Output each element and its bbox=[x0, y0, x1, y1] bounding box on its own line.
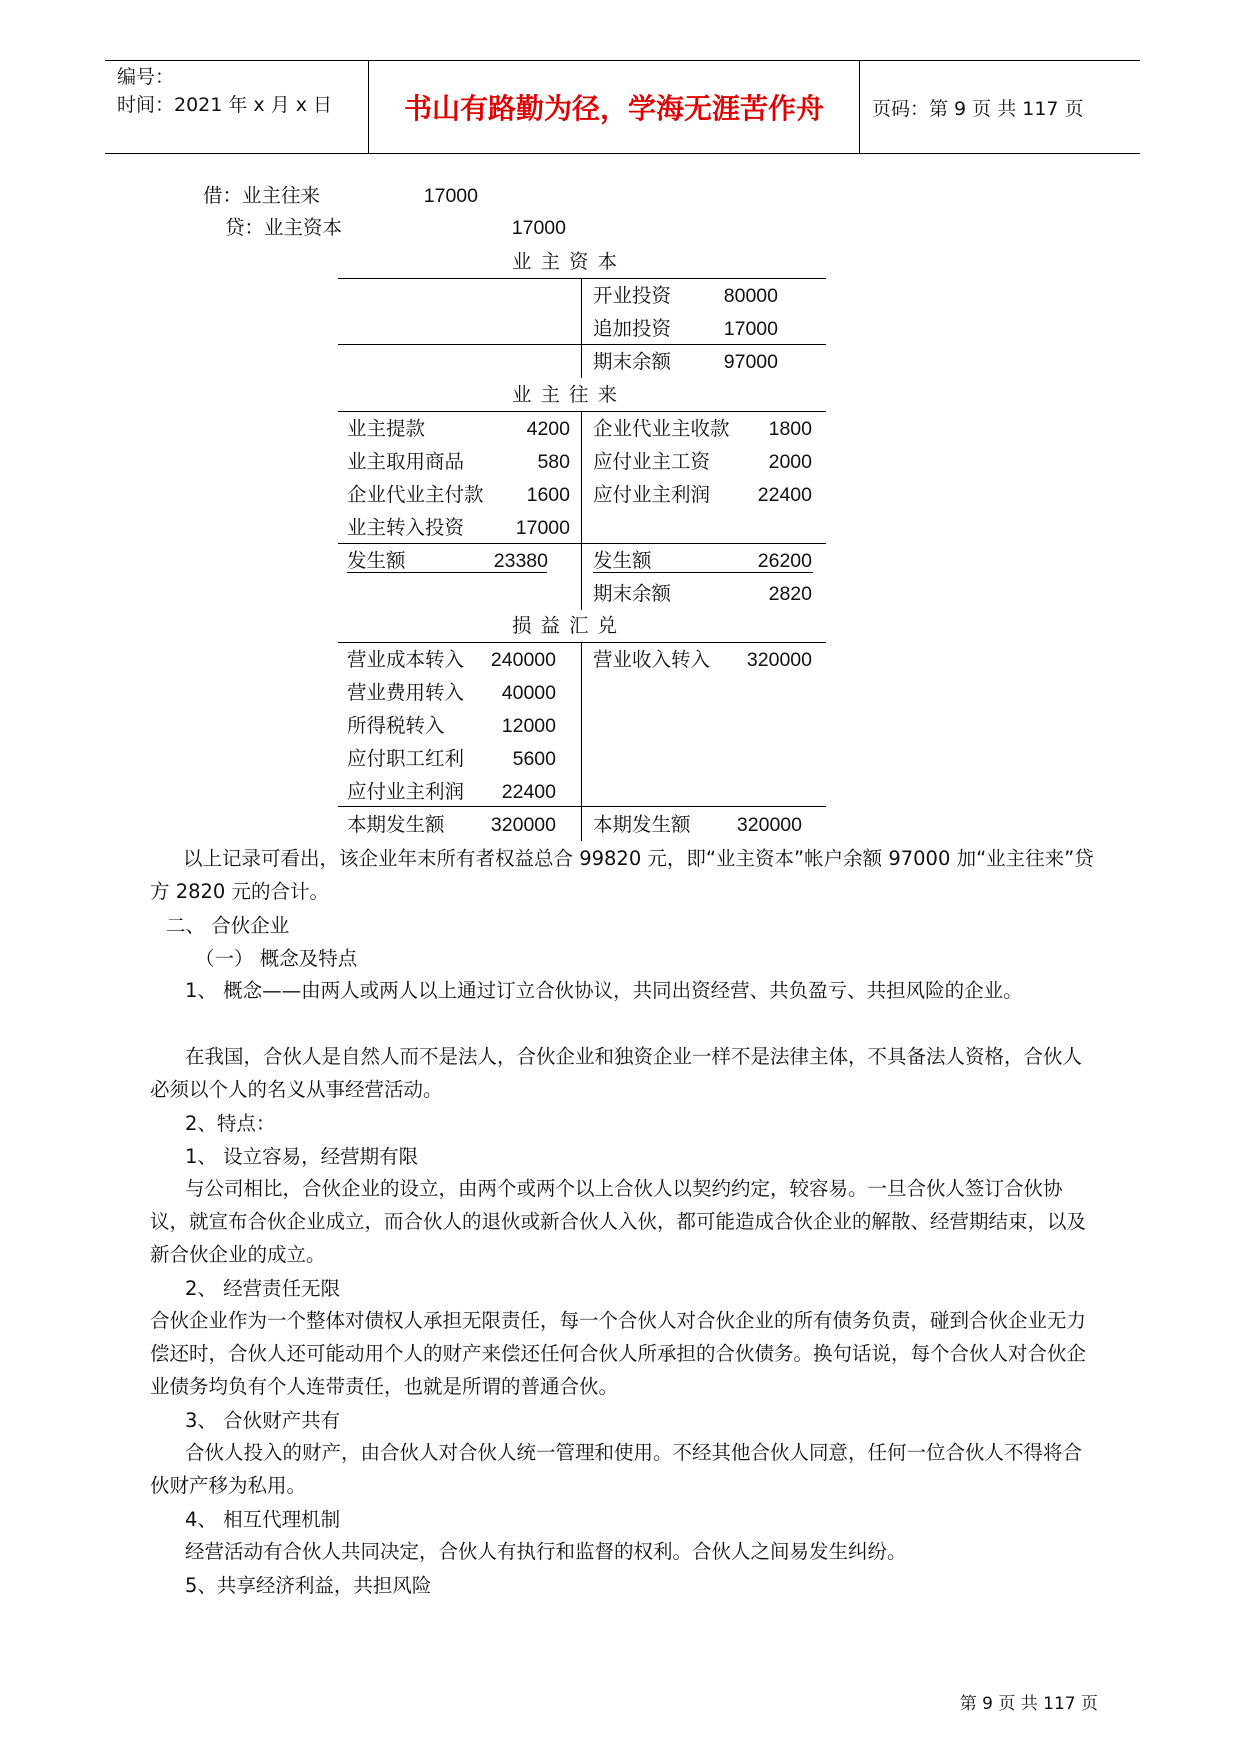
t3-left-amount: 5600 bbox=[512, 748, 556, 770]
t2-right-label: 应付业主利润 bbox=[593, 483, 711, 506]
t1-divider bbox=[581, 279, 582, 378]
t3-left-amount: 40000 bbox=[501, 682, 556, 704]
t1-balance-label: 期末余额 bbox=[593, 350, 672, 373]
t3-right-total-label: 本期发生额 bbox=[593, 813, 691, 836]
t3-divider bbox=[581, 643, 582, 841]
t3-left-total-label: 本期发生额 bbox=[347, 813, 445, 836]
t1-right-amount: 80000 bbox=[723, 285, 778, 307]
t2-right-label: 企业代业主收款 bbox=[593, 417, 730, 440]
features-heading: 2、特点： bbox=[185, 1112, 276, 1135]
t1-balance-amount: 97000 bbox=[723, 351, 778, 373]
header-number: 编号： bbox=[117, 66, 175, 88]
t2-left-total-amount: 23380 bbox=[493, 550, 548, 572]
t3-left-label: 应付业主利润 bbox=[347, 780, 465, 803]
t3-left-label: 营业费用转入 bbox=[347, 681, 465, 704]
t3-title: 损益汇兑 bbox=[512, 614, 627, 637]
t3-left-amount: 22400 bbox=[501, 781, 556, 803]
t2-right-total-label: 发生额 bbox=[593, 549, 652, 572]
t3-total-rule bbox=[338, 806, 826, 807]
t2-left-amount: 1600 bbox=[526, 484, 570, 506]
feature-5-title: 5、共享经济利益，共担风险 bbox=[185, 1574, 432, 1597]
section-heading: 二、 合伙企业 bbox=[166, 914, 290, 937]
summary-paragraph: 以上记录可看出，该企业年末所有者权益总合 99820 元，即“业主资本”帐户余额 97000 加“业主往来”贷方 2820 元的合计。 bbox=[150, 847, 1094, 903]
t2-title: 业主往来 bbox=[512, 383, 627, 406]
t2-right-total-underline bbox=[593, 572, 813, 573]
t2-divider bbox=[581, 412, 582, 610]
t2-right-total-amount: 26200 bbox=[757, 550, 812, 572]
entry-debit: 借：业主往来 bbox=[203, 184, 321, 207]
t1-top-rule bbox=[338, 278, 826, 279]
feature-4-title: 4、 相互代理机制 bbox=[185, 1508, 341, 1531]
t2-left-amount: 17000 bbox=[515, 517, 570, 539]
page-header bbox=[105, 60, 1140, 154]
t1-right-label: 开业投资 bbox=[593, 284, 672, 307]
t3-left-label: 所得税转入 bbox=[347, 714, 445, 737]
t3-left-total-amount: 320000 bbox=[490, 814, 556, 836]
t2-left-amount: 4200 bbox=[526, 418, 570, 440]
t3-top-rule bbox=[338, 642, 826, 643]
t2-balance-label: 期末余额 bbox=[593, 582, 672, 605]
t1-right-amount: 17000 bbox=[723, 318, 778, 340]
t2-right-amount: 1800 bbox=[768, 418, 812, 440]
feature-3-text: 合伙人投入的财产，由合伙人对合伙人统一管理和使用。不经其他合伙人同意，任何一位合伙人不得将合伙财产移为私用。 bbox=[150, 1441, 1083, 1497]
t3-left-amount: 12000 bbox=[501, 715, 556, 737]
entry-debit-amount: 17000 bbox=[423, 185, 478, 207]
t1-right-label: 追加投资 bbox=[593, 317, 672, 340]
t2-total-rule bbox=[338, 543, 826, 544]
t2-right-amount: 2000 bbox=[768, 451, 812, 473]
feature-2-text: 合伙企业作为一个整体对债权人承担无限责任，每一个合伙人对合伙企业的所有债务负责，碰到合伙企业无力偿还时，合伙人还可能动用个人的财产来偿还任何合伙人所承担的合伙债务。换句话说，每个合伙人对合伙企业债务均负有个人连带责任，也就是所谓的普通合伙。 bbox=[150, 1309, 1087, 1398]
t3-right-amount: 320000 bbox=[746, 649, 812, 671]
page-footer: 第 9 页 共 117 页 bbox=[959, 1694, 1098, 1714]
t2-left-total-label: 发生额 bbox=[347, 549, 406, 572]
header-page-info: 页码：第 9 页 共 117 页 bbox=[872, 97, 1084, 120]
t1-title: 业主资本 bbox=[512, 250, 627, 273]
entry-credit-amount: 17000 bbox=[511, 217, 566, 239]
feature-4-text: 经营活动有合伙人共同决定，合伙人有执行和监督的权利。合伙人之间易发生纠纷。 bbox=[185, 1540, 907, 1563]
concept-paragraph: 1、 概念——由两人或两人以上通过订立合伙协议，共同出资经营、共负盈亏、共担风险的企业。 bbox=[185, 979, 1023, 1002]
t2-left-label: 业主提款 bbox=[347, 417, 426, 440]
t2-left-label: 业主转入投资 bbox=[347, 516, 465, 539]
header-time: 时间：2021 年 x 月 x 日 bbox=[117, 94, 333, 116]
t3-left-label: 应付职工红利 bbox=[347, 747, 465, 770]
t2-left-label: 企业代业主付款 bbox=[347, 483, 484, 506]
concept-note-paragraph: 在我国，合伙人是自然人而不是法人，合伙企业和独资企业一样不是法律主体，不具备法人资格，合伙人必须以个人的名义从事经营活动。 bbox=[150, 1045, 1083, 1101]
t3-right-label: 营业收入转入 bbox=[593, 648, 711, 671]
t2-left-label: 业主取用商品 bbox=[347, 450, 465, 473]
subsection-heading: （一） 概念及特点 bbox=[195, 947, 358, 970]
feature-2-title: 2、 经营责任无限 bbox=[185, 1277, 341, 1300]
header-meta bbox=[117, 61, 367, 155]
t3-left-label: 营业成本转入 bbox=[347, 648, 465, 671]
t2-right-label: 应付业主工资 bbox=[593, 450, 711, 473]
entry-credit: 贷：业主资本 bbox=[225, 216, 343, 239]
feature-1-title: 1、 设立容易，经营期有限 bbox=[185, 1145, 419, 1168]
feature-1-text: 与公司相比，合伙企业的设立，由两个或两个以上合伙人以契约约定，较容易。一旦合伙人签订合伙协议，就宣布合伙企业成立，而合伙人的退伙或新合伙人入伙，都可能造成合伙企业的解散、经营期结束，以及新合伙企业的成立。 bbox=[150, 1177, 1087, 1266]
t2-left-total-underline bbox=[347, 572, 547, 573]
t2-top-rule bbox=[338, 411, 826, 412]
t1-total-rule bbox=[338, 344, 826, 345]
feature-3-title: 3、 合伙财产共有 bbox=[185, 1409, 341, 1432]
t3-right-total-amount: 320000 bbox=[736, 814, 802, 836]
t2-left-amount: 580 bbox=[537, 451, 570, 473]
t2-balance-amount: 2820 bbox=[768, 583, 812, 605]
t2-right-amount: 22400 bbox=[757, 484, 812, 506]
t3-left-amount: 240000 bbox=[490, 649, 556, 671]
header-motto: 书山有路勤为径，学海无涯苦作舟 bbox=[368, 61, 860, 153]
